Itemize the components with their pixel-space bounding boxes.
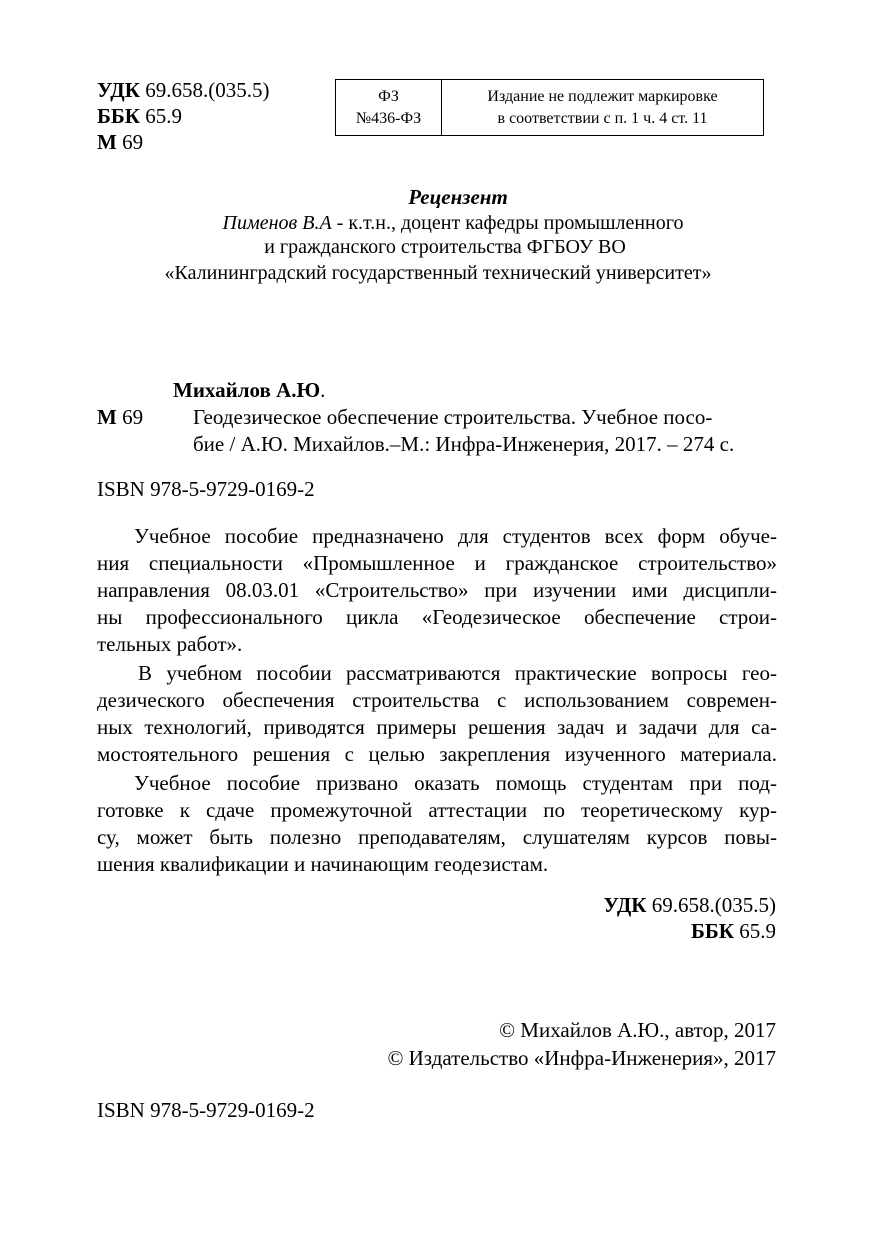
bbk-value: 65.9	[145, 104, 182, 128]
bibliographic-description	[97, 378, 777, 459]
author-mark-label: М	[97, 130, 117, 154]
udk-value-bottom: 69.658.(035.5)	[651, 893, 776, 917]
bib-mark-label: М	[97, 405, 117, 429]
annotation-paragraph-1	[97, 523, 777, 658]
p1-line: ны профессионального цикла «Геодезическое обеспечение строи-	[97, 605, 777, 629]
author-name: Михайлов А.Ю	[173, 378, 321, 402]
p3-line: су, может быть полезно преподавателям, слушателям курсов повы-	[97, 825, 777, 849]
copyright-author: © Михайлов А.Ю., автор, 2017	[499, 1018, 776, 1042]
bbk-line	[97, 104, 269, 130]
notice-cell	[442, 80, 763, 135]
author-mark-value: 69	[122, 130, 144, 154]
p2-line: В учебном пособии рассматриваются практические вопросы гео-	[138, 661, 777, 685]
isbn-bottom: ISBN 978-5-9729-0169-2	[97, 1098, 315, 1122]
author-mark-line	[97, 130, 269, 156]
law-line-1: ФЗ	[378, 87, 399, 105]
p3-line: Учебное пособие призвано оказать помощь студентам при под-	[134, 771, 777, 795]
copyright-publisher: © Издательство «Инфра-Инженерия», 2017	[387, 1046, 776, 1070]
p1-line: тельных работ».	[97, 632, 243, 656]
law-cell	[336, 80, 442, 135]
udk-label: УДК	[97, 78, 140, 102]
p2-line: ных технологий, приводятся примеры решения задач и задачи для са-	[97, 715, 777, 739]
reviewer-line-2: и гражданского строительства ФГБОУ ВО	[264, 236, 626, 258]
bbk-label-bottom: ББК	[691, 919, 734, 943]
reviewer-block	[0, 185, 876, 287]
description-text-1: Геодезическое обеспечение строительства. Учебное посо-	[193, 405, 713, 429]
bib-mark-value: 69	[122, 405, 144, 429]
law-line-2: №436-ФЗ	[355, 109, 422, 127]
author-period: .	[320, 378, 326, 402]
udk-line-bottom	[604, 893, 776, 919]
reviewer-heading-text: Рецензент	[408, 185, 508, 209]
p2-line: дезического обеспечения строительства с использованием современ-	[97, 688, 777, 712]
udk-value: 69.658.(035.5)	[145, 78, 270, 102]
annotation-paragraph-3	[97, 770, 777, 878]
reviewer-line-1	[0, 211, 876, 235]
notice-line-2: в соответствии с п. 1 ч. 4 ст. 11	[497, 109, 708, 127]
reviewer-credentials: - к.т.н., доцент кафедры промышленного	[331, 212, 684, 234]
p3-line: шения квалификации и начинающим геодезистам.	[97, 852, 549, 876]
bbk-line-bottom	[604, 919, 776, 945]
p1-line: направления 08.03.01 «Строительство» при изучении ими дисципли-	[97, 578, 777, 602]
annotation	[97, 523, 777, 878]
annotation-paragraph-2	[97, 660, 777, 768]
marking-notice-box	[335, 79, 764, 136]
reviewer-line-3: «Калининградский государственный технический университет»	[164, 262, 712, 284]
p1-line: ния специальности «Промышленное и гражданское строительство»	[97, 551, 777, 575]
reviewer-name: Пименов В.А	[222, 212, 332, 234]
bib-mark	[97, 405, 193, 432]
description-line-1	[97, 405, 777, 432]
classification-codes	[97, 78, 269, 156]
isbn-top: ISBN 978-5-9729-0169-2	[97, 477, 315, 501]
copyright-block	[387, 1018, 776, 1074]
classification-codes-bottom	[604, 893, 776, 945]
bbk-value-bottom: 65.9	[739, 919, 776, 943]
description-line-2: бие / А.Ю. Михайлов.–М.: Инфра-Инженерия, 2017. – 274 с.	[193, 432, 735, 456]
p2-line: мостоятельного решения с целью закрепления изученного материала.	[97, 742, 777, 766]
udk-label-bottom: УДК	[603, 893, 647, 917]
author-line	[97, 378, 777, 405]
notice-line-1: Издание не подлежит маркировке	[487, 87, 718, 105]
udk-line	[97, 78, 269, 104]
reviewer-heading	[0, 185, 876, 211]
bbk-label: ББК	[97, 104, 140, 128]
p3-line: готовке к сдаче промежуточной аттестации по теоретическому кур-	[97, 798, 777, 822]
p1-line: Учебное пособие предназначено для студентов всех форм обуче-	[134, 524, 777, 548]
